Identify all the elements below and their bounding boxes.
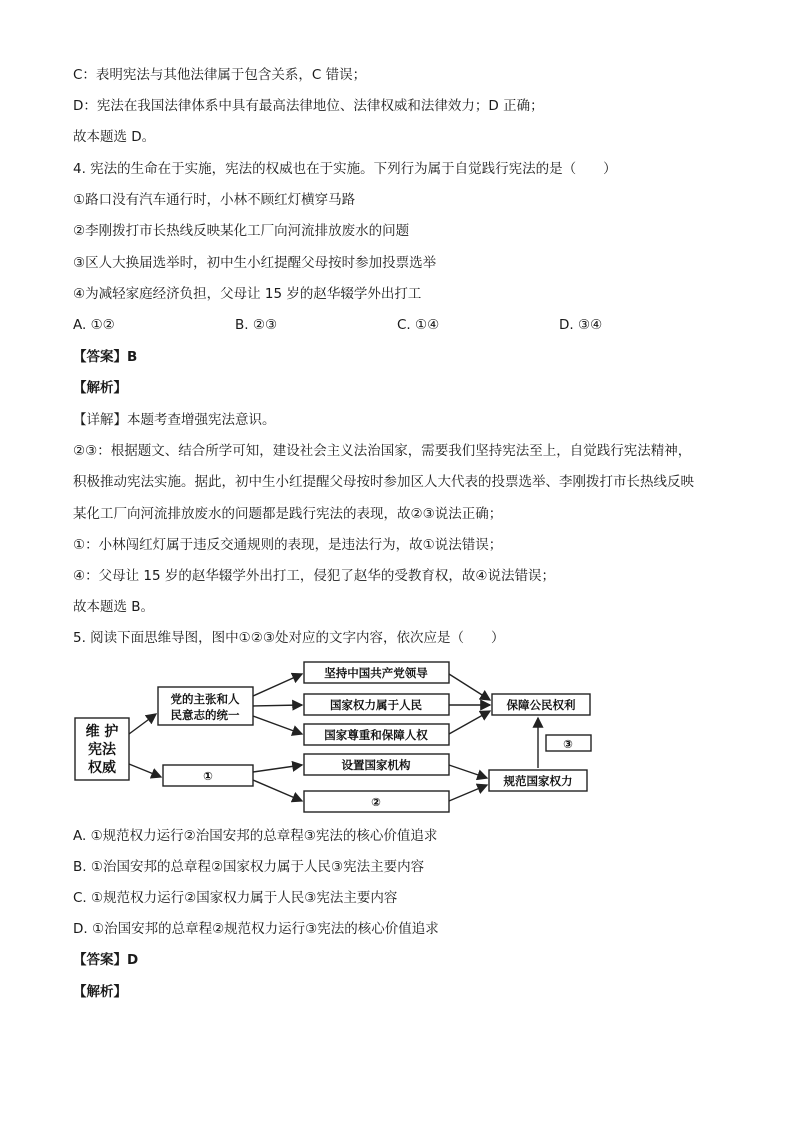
q4-stem: 4. 宪法的生命在于实施，宪法的权威也在于实施。下列行为属于自觉践行宪法的是（ ） [73,161,617,177]
q4-explain-5: ④：父母让 15 岁的赵华辍学外出打工，侵犯了赵华的受教育权，故④说法错误； [73,568,555,584]
q4-explain-4: ①：小林闯红灯属于违反交通规则的表现，是违法行为，故①说法错误； [73,537,503,553]
arrow-root-to-blank1 [129,764,161,777]
q4-explain-2: 积极推动宪法实施。据此，初中生小红提醒父母按时参加区人大代表的投票选举、李刚拨打市长热线反映 [73,474,694,490]
arrow-mid-to-r2 [253,705,302,706]
q5-answer: 【答案】D [73,952,139,968]
q4-statement-2: ②李刚拨打市长热线反映某化工厂向河流排放废水的问题 [73,223,410,239]
arrow-blank2-to-regulate [449,785,487,801]
q4-options [73,317,733,335]
q4-option-a: A. ①② [73,317,115,333]
q4-option-d: D. ③④ [559,317,603,333]
root-label-1: 维 护 [85,724,119,740]
q4-analysis-heading: 【解析】 [73,380,127,396]
mid-node-label-2: 民意志的统一 [170,708,240,722]
q5-option-b: B. ①治国安邦的总章程②国家权力属于人民③宪法主要内容 [73,859,425,875]
q5-option-d: D. ①治国安邦的总章程②规范权力运行③宪法的核心价值追求 [73,921,439,937]
arrow-r3-to-out [449,711,490,734]
root-label-3: 权威 [88,760,116,776]
q4-statement-3: ③区人大换届选举时，初中生小红提醒父母按时参加投票选举 [73,255,437,271]
arrow-r4-to-regulate [449,765,487,778]
option-c-explanation: C：表明宪法与其他法律属于包含关系，C 错误； [73,67,367,83]
q4-statement-4: ④为减轻家庭经济负担，父母让 15 岁的赵华辍学外出打工 [73,286,422,302]
protect-rights-label: 保障公民权利 [506,698,576,712]
q4-detail: 【详解】本题考查增强宪法意识。 [73,412,276,428]
option-d-explanation: D：宪法在我国法律体系中具有最高法律地位、法律权威和法律效力；D 正确； [73,98,544,114]
q5-stem: 5. 阅读下面思维导图，图中①②③处对应的文字内容，依次应是（ ） [73,630,505,646]
root-label-2: 宪法 [88,742,116,758]
blank-1-label: ① [203,769,213,783]
q4-option-c: C. ①④ [397,317,440,333]
blank-2-label: ② [371,795,381,809]
arrow-r1-to-out [449,674,490,700]
q4-explain-1: ②③：根据题文、结合所学可知，建设社会主义法治国家，需要我们坚持宪法至上，自觉践行宪法精神， [73,443,692,459]
mind-map-diagram [70,654,630,819]
q5-analysis-heading: 【解析】 [73,984,127,1000]
q5-option-c: C. ①规范权力运行②国家权力属于人民③宪法主要内容 [73,890,398,906]
q4-explain-3: 某化工厂向河流排放废水的问题都是践行宪法的表现，故②③说法正确； [73,506,503,522]
arrow-root-to-mid [129,714,156,734]
q4-statement-1: ①路口没有汽车通行时，小林不顾红灯横穿马路 [73,192,356,208]
q4-conclusion: 故本题选 B。 [73,599,155,615]
q3-conclusion: 故本题选 D。 [73,129,156,145]
mid-node-label-1: 党的主张和人 [170,692,240,706]
party-leadership-label: 坚持中国共产党领导 [324,666,428,680]
arrow-blank1-to-blank2 [253,780,302,801]
arrow-blank1-to-r4 [253,765,302,772]
human-rights-label: 国家尊重和保障人权 [324,728,428,742]
blank-3-label: ③ [563,737,573,751]
arrow-mid-to-r1 [253,674,302,696]
q4-option-b: B. ②③ [235,317,278,333]
regulate-power-label: 规范国家权力 [503,774,573,788]
state-organs-label: 设置国家机构 [341,758,411,772]
arrow-mid-to-r3 [253,716,302,734]
q4-answer: 【答案】B [73,349,138,365]
power-people-label: 国家权力属于人民 [330,698,422,712]
q5-option-a: A. ①规范权力运行②治国安邦的总章程③宪法的核心价值追求 [73,828,438,844]
